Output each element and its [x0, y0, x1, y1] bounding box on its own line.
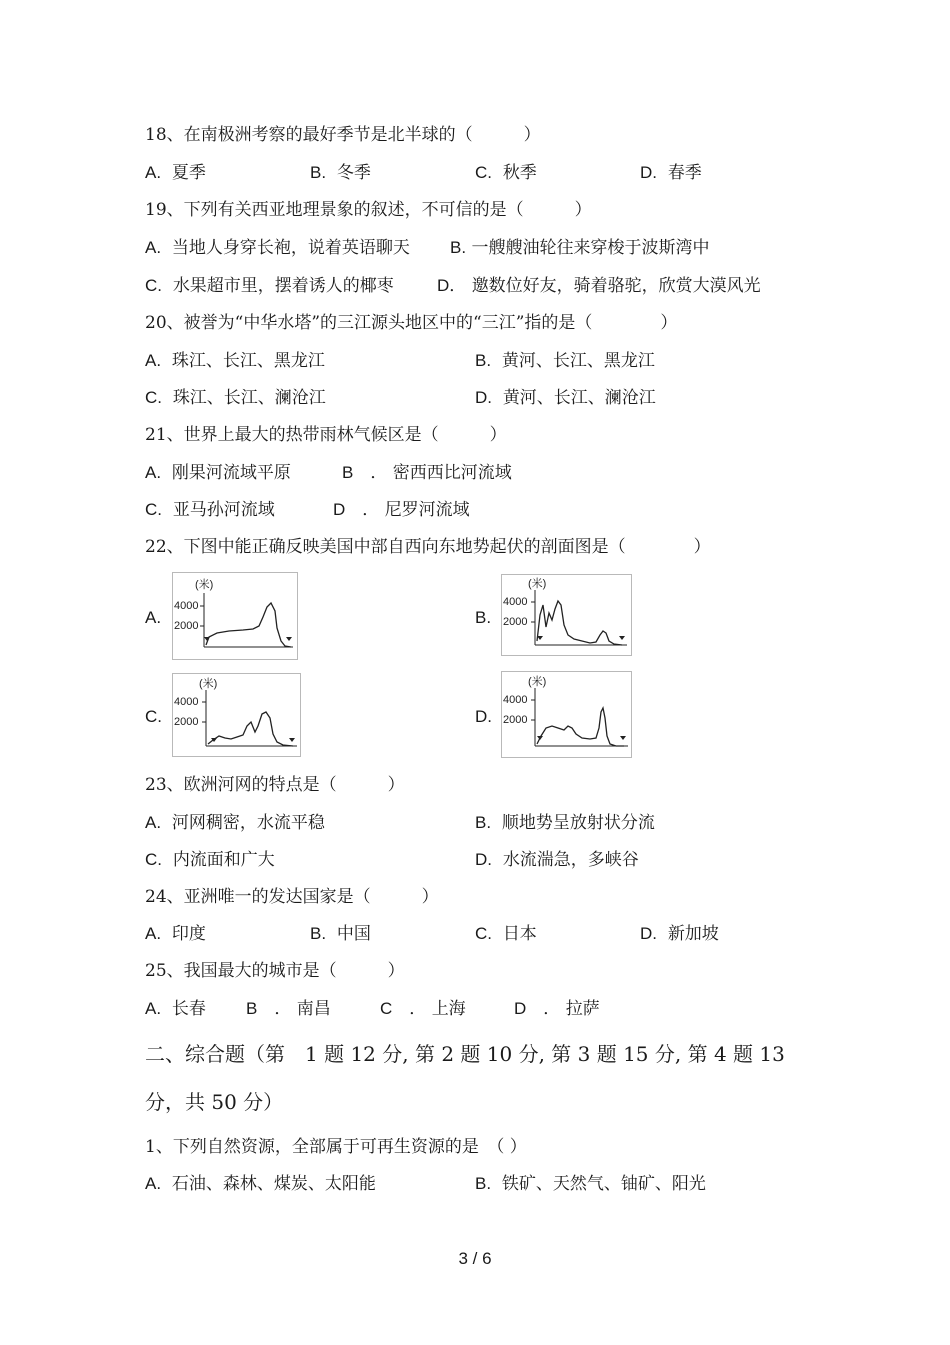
option-letter: D. — [640, 163, 657, 182]
q23-option-c — [145, 849, 275, 871]
option-text: 黄河、长江、黑龙江 — [501, 351, 655, 371]
option-letter: D ． — [333, 500, 380, 519]
option-letter: C. — [145, 500, 162, 519]
tick-4000: 4000 — [174, 600, 199, 612]
q24-option-d — [640, 923, 719, 945]
q24-option-a — [145, 923, 206, 945]
q25-option-d — [514, 998, 600, 1020]
tick-2000: 2000 — [503, 616, 528, 628]
option-text: 一艘艘油轮往来穿梭于波斯湾中 — [471, 238, 710, 258]
option-letter: C. — [145, 276, 162, 295]
option-letter: A. — [145, 351, 162, 370]
q18-option-b — [310, 162, 371, 184]
unit-label: (米) — [195, 579, 214, 591]
option-letter: A. — [145, 163, 162, 182]
q25-option-c — [380, 998, 466, 1020]
option-text: 密西西比河流域 — [392, 463, 512, 483]
tick-4000: 4000 — [503, 596, 528, 608]
option-text: 尼罗河流域 — [384, 500, 470, 520]
option-text: 冬季 — [336, 163, 371, 183]
option-letter: B. — [475, 351, 492, 370]
option-text: 春季 — [667, 163, 702, 183]
tick-4000: 4000 — [503, 694, 528, 706]
option-letter: A. — [145, 924, 162, 943]
page-number: 3 / 6 — [458, 1249, 492, 1268]
question-22-stem: 22、下图中能正确反映美国中部自西向东地势起伏的剖面图是（ ） — [145, 537, 711, 557]
option-letter: B. — [475, 1174, 492, 1193]
tick-2000: 2000 — [503, 714, 528, 726]
q19-option-a — [145, 237, 410, 259]
profile-line — [537, 708, 624, 746]
option-letter: A. — [145, 999, 162, 1018]
q19-option-b — [450, 237, 709, 259]
s2-question-1-stem: 1、下列自然资源，全部属于可再生资源的是 （ ） — [145, 1137, 527, 1157]
option-letter: A. — [145, 1174, 162, 1193]
option-letter: D． — [437, 276, 467, 295]
unit-label: (米) — [528, 578, 547, 590]
option-text: 拉萨 — [565, 999, 600, 1019]
q25-option-a — [145, 998, 206, 1020]
chart-c-letter: C. — [145, 707, 162, 726]
chart-d-letter: D. — [475, 707, 492, 726]
option-letter: D ． — [514, 999, 561, 1018]
q18-option-c — [475, 162, 537, 184]
east-marker — [289, 738, 295, 742]
s2q1-option-a — [145, 1173, 376, 1195]
option-text: 夏季 — [171, 163, 206, 183]
option-letter: C. — [475, 163, 492, 182]
q23-option-a — [145, 812, 325, 834]
option-letter: A. — [145, 238, 162, 257]
option-text: 长春 — [171, 999, 206, 1019]
option-text: 上海 — [431, 999, 466, 1019]
q18-option-d — [640, 162, 702, 184]
question-23-stem: 23、欧洲河网的特点是（ ） — [145, 775, 405, 795]
profile-line — [537, 601, 622, 645]
section-2-heading: 二、综合题（第 1 题 12 分, 第 2 题 10 分, 第 3 题 15 分, 第 4 题 13 — [145, 1042, 785, 1066]
q19-option-c — [145, 275, 394, 297]
q20-option-b — [475, 350, 655, 372]
east-marker — [619, 636, 625, 640]
option-text: 亚马孙河流域 — [172, 500, 275, 520]
option-text: 中国 — [336, 924, 371, 944]
option-letter: B. — [450, 238, 467, 257]
q21-option-c — [145, 499, 275, 521]
option-letter: C. — [475, 924, 492, 943]
tick-2000: 2000 — [174, 716, 199, 728]
chart-a-letter: A. — [145, 608, 162, 627]
option-text: 邀数位好友，骑着骆驼，欣赏大漠风光 — [471, 276, 761, 296]
option-letter: D. — [475, 388, 492, 407]
tick-4000: 4000 — [174, 696, 199, 708]
question-25-stem: 25、我国最大的城市是（ ） — [145, 961, 405, 981]
q20-option-d — [475, 387, 656, 409]
option-text: 珠江、长江、黑龙江 — [171, 351, 325, 371]
option-text: 印度 — [171, 924, 206, 944]
option-text: 珠江、长江、澜沧江 — [172, 388, 326, 408]
profile-line — [206, 603, 291, 647]
east-marker — [286, 637, 292, 641]
question-19-stem: 19、下列有关西亚地理景象的叙述，不可信的是（ ） — [145, 200, 592, 220]
q23-option-b — [475, 812, 655, 834]
east-marker — [620, 736, 626, 740]
profile-chart-b — [501, 574, 632, 656]
option-text: 顺地势呈放射状分流 — [501, 813, 655, 833]
q21-option-d — [333, 499, 470, 521]
profile-chart-a — [172, 572, 298, 660]
option-letter: B. — [475, 813, 492, 832]
question-18-stem: 18、在南极洲考察的最好季节是北半球的（ ） — [145, 125, 541, 145]
option-text: 水流湍急，多峡谷 — [502, 850, 639, 870]
option-text: 河网稠密，水流平稳 — [171, 813, 325, 833]
option-letter: A. — [145, 813, 162, 832]
option-text: 铁矿、天然气、铀矿、阳光 — [501, 1174, 706, 1194]
unit-label: (米) — [199, 678, 218, 690]
option-letter: C. — [145, 850, 162, 869]
unit-label: (米) — [528, 676, 547, 688]
question-21-stem: 21、世界上最大的热带雨林气候区是（ ） — [145, 425, 507, 445]
section-2-heading-cont: 分，共 50 分） — [145, 1090, 284, 1114]
option-text: 石油、森林、煤炭、太阳能 — [171, 1174, 376, 1194]
chart-b-letter: B. — [475, 608, 492, 627]
option-text: 新加坡 — [667, 924, 719, 944]
profile-chart-c — [172, 673, 301, 757]
q18-option-a — [145, 162, 206, 184]
option-letter: A. — [145, 463, 162, 482]
q20-option-c — [145, 387, 326, 409]
option-text: 南昌 — [296, 999, 331, 1019]
q23-option-d — [475, 849, 639, 871]
q19-option-d — [437, 275, 761, 297]
option-letter: B ． — [246, 999, 292, 1018]
q21-option-a — [145, 462, 291, 484]
option-text: 日本 — [502, 924, 537, 944]
q21-option-b — [342, 462, 512, 484]
question-20-stem: 20、被誉为“中华水塔”的三江源头地区中的“三江”指的是（ ） — [145, 313, 678, 333]
option-text: 黄河、长江、澜沧江 — [502, 388, 656, 408]
option-text: 当地人身穿长袍，说着英语聊天 — [171, 238, 410, 258]
option-letter: B. — [310, 163, 327, 182]
option-text: 刚果河流域平原 — [171, 463, 291, 483]
s2q1-option-b — [475, 1173, 706, 1195]
option-letter: D. — [640, 924, 657, 943]
profile-chart-d — [501, 671, 632, 758]
west-marker — [537, 736, 543, 740]
west-marker — [204, 637, 210, 641]
option-text: 内流面和广大 — [172, 850, 275, 870]
q24-option-b — [310, 923, 371, 945]
option-text: 秋季 — [502, 163, 537, 183]
option-text: 水果超市里，摆着诱人的椰枣 — [172, 276, 394, 296]
question-24-stem: 24、亚洲唯一的发达国家是（ ） — [145, 887, 439, 907]
q24-option-c — [475, 923, 537, 945]
profile-line — [208, 712, 293, 746]
q20-option-a — [145, 350, 325, 372]
option-letter: B ． — [342, 463, 388, 482]
option-letter: B. — [310, 924, 327, 943]
option-letter: D. — [475, 850, 492, 869]
option-letter: C ． — [380, 999, 427, 1018]
option-letter: C. — [145, 388, 162, 407]
tick-2000: 2000 — [174, 620, 199, 632]
q25-option-b — [246, 998, 331, 1020]
